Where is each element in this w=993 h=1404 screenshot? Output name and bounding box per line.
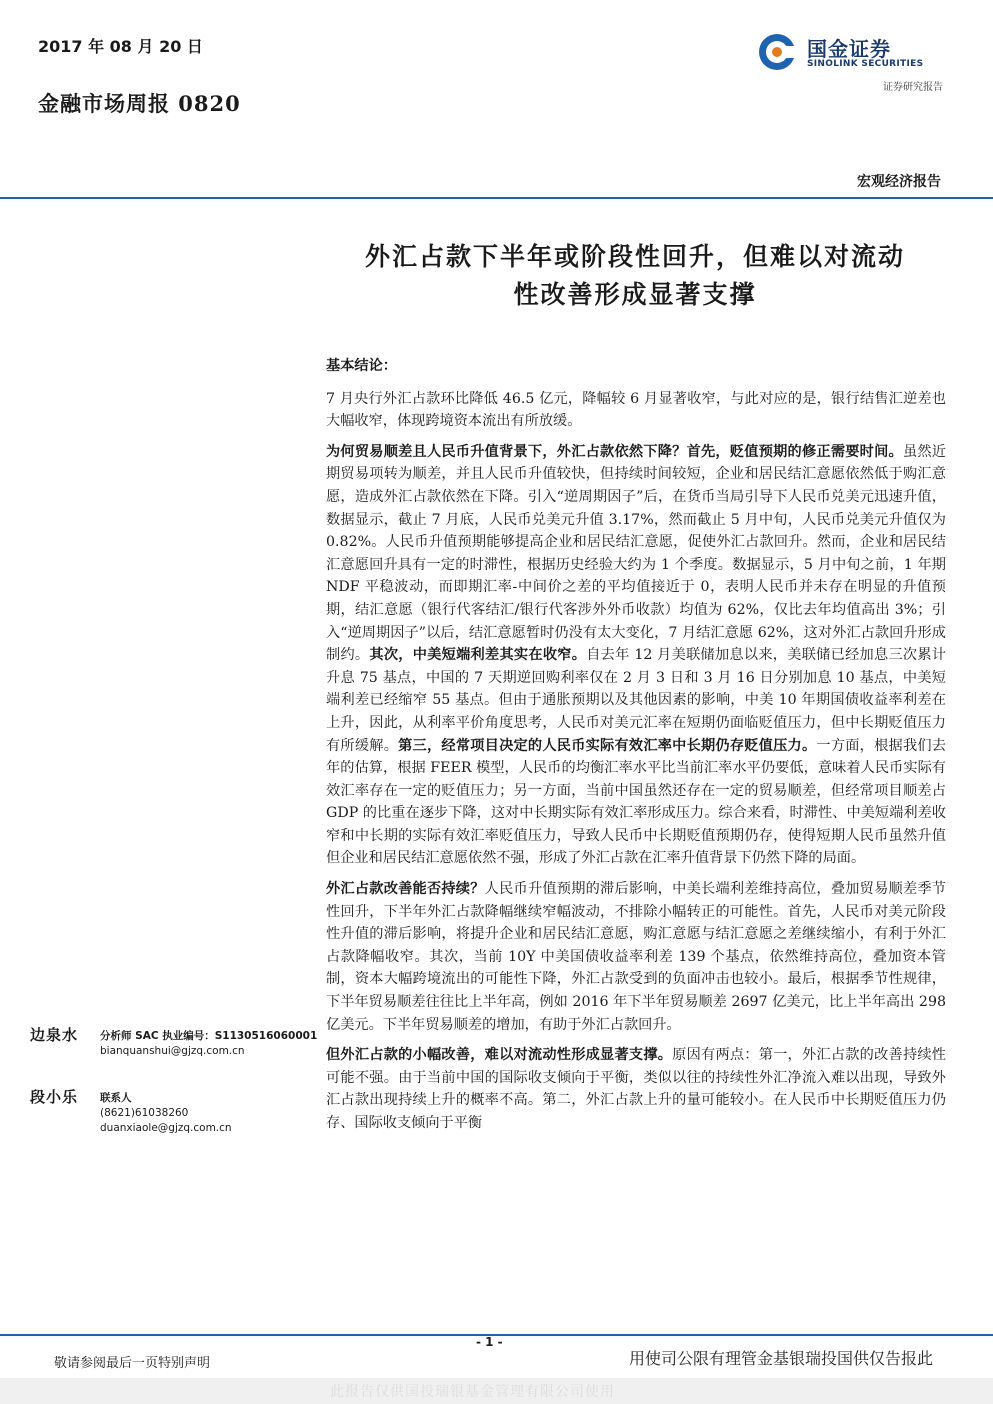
- report-date: 2017 年 08 月 20 日: [38, 37, 203, 56]
- analyst-name: 边泉水: [30, 1026, 79, 1044]
- logo-chinese-name: 国金证券: [807, 37, 891, 61]
- company-logo: [757, 30, 947, 78]
- bold-lead: 外汇占款改善能否持续？: [326, 881, 485, 898]
- analyst-card: [30, 1086, 320, 1134]
- header-divider: [0, 197, 993, 199]
- headline-line-2: 性改善形成显著支撑: [513, 280, 757, 309]
- analyst-role: 分析师 SAC 执业编号：S1130516060001: [100, 1030, 318, 1042]
- paragraph-analysis: [326, 441, 946, 870]
- analyst-card: [30, 1024, 320, 1072]
- logo-english-name: SINOLINK SECURITIES: [807, 59, 924, 69]
- bold-lead: 但外汇占款的小幅改善，难以对流动性形成显著支撑。: [326, 1047, 673, 1064]
- bold-lead: 为何贸易顺差且人民币升值背景下，外汇占款依然下降？首先，贬值预期的修正需要时间。: [326, 443, 903, 460]
- report-headline: [300, 238, 970, 314]
- paragraph-summary: 7 月央行外汇占款环比降低 46.5 亿元，降幅较 6 月显著收窄，与此对应的是，银行结售汇逆差也大幅收窄，体现跨境资本流出有所放缓。: [326, 390, 946, 430]
- analyst-info: [100, 1029, 317, 1059]
- analyst-email[interactable]: bianquanshui@gjzq.com.cn: [100, 1045, 245, 1057]
- bold-lead: 其次，中美短端利差其实在收窄。: [369, 647, 587, 664]
- section-heading: 基本结论：: [326, 358, 397, 374]
- watermark-text: 此报告仅供国投瑞银基金管理有限公司使用: [330, 1384, 615, 1400]
- paragraph-text: 人民币升值预期的滞后影响，中美长端利差维持高位，叠加贸易顺差季节性回升，下半年外汇占款降幅继续窄幅波动，不排除小幅转正的可能性。首先，人民币对美元阶段性升值的滞后影响，将提升企业和居民结汇意愿，购汇意愿与结汇意愿之差继续缩小，有利于外汇占款降幅收窄。其次，当前 10Y 中美国债收益率利差 139 个基点，依然维持高位，叠加资本管制，资本大幅跨境流出的可能性下降，外汇占款受到的负面冲击也较小。最后，根据季节性规律，下半年贸易顺差往往比上半年高，例如 2016 年下半年贸易顺差 2697 亿美元，比上半年高出 298 亿美元。下半年贸易顺差的增加，有助于外汇占款回升。: [326, 881, 946, 1033]
- bold-lead: 第三，经常项目决定的人民币实际有效汇率中长期仍存贬值压力。: [398, 737, 817, 754]
- research-label: 证券研究报告: [883, 82, 943, 93]
- analyst-role: 联系人: [100, 1092, 132, 1104]
- paragraph-text: 自去年 12 月美联储加息以来，美联储已经加息三次累计升息 75 基点，中国的 7 天期逆回购利率仅在 2 月 3 日和 3 月 16 日分别加息 10 基点，中美短端利差已经缩窄 55 基点。但由于通胀预期以及其他因素的影响，中美 10 年期国债收益率利差在上升，因此，从利率平价角度思考，人民币对美元汇率在短期仍面临贬值压力，但中长期贬值压力有所缓解。: [326, 647, 946, 754]
- analyst-name: 段小乐: [30, 1088, 79, 1106]
- paragraph-outlook: [326, 878, 946, 1036]
- paragraph-liquidity: [326, 1044, 946, 1134]
- footer-mirrored-text: 用使司公限有理管金基银瑞投国供仅告报此: [628, 1349, 933, 1368]
- report-series-title: 金融市场周报 0820: [38, 91, 241, 116]
- analyst-email[interactable]: duanxiaole@gjzq.com.cn: [100, 1122, 232, 1134]
- page-number: - 1 -: [476, 1335, 503, 1349]
- paragraph-text: 虽然近期贸易项转为顺差，并且人民币升值较快，但持续时间较短，企业和居民结汇意愿依然低于购汇意愿，造成外汇占款依然在下降。引入“逆周期因子”后，在货币当局引导下人民币兑美元迅速升值，数据显示，截止 7 月底，人民币兑美元升值 3.17%，然而截止 5 月中旬，人民币兑美元升值仅为 0.82%。人民币升值预期能够提高企业和居民结汇意愿，促使外汇占款回升。然而，企业和居民结汇意愿回升具有一定的时滞性，根据历史经验大约为 1 个季度。数据显示，5 月中旬之前，1 年期 NDF 平稳波动，而即期汇率-中间价之差的平均值接近于 0，表明人民币并未存在明显的升值预期，结汇意愿（银行代客结汇/银行代客涉外外币收款）均值为 62%，仅比去年均值高出 3%；引入“逆周期因子”以后，结汇意愿暂时仍没有太大变化，7 月结汇意愿 62%，这对外汇占款回升形成制约。: [326, 443, 946, 664]
- analyst-info: [100, 1091, 232, 1136]
- analyst-phone: (8621)61038260: [100, 1107, 189, 1119]
- analyst-sidebar: [30, 1024, 320, 1148]
- paragraph-text: 一方面，根据我们去年的估算，根据 FEER 模型，人民币的均衡汇率水平比当前汇率水平仍要低，意味着人民币实际有效汇率存在一定的贬值压力；另一方面，当前中国虽然还存在一定的贸易顺差，但经常项目顺差占 GDP 的比重在逐步下降，这对中长期实际有效汇率形成压力。综合来看，时滞性、中美短端利差收窄和中长期的实际有效汇率贬值压力，导致人民币中长期贬值预期仍存，使得短期人民币虽然升值但企业和居民结汇意愿依然不强，形成了外汇占款在汇率升值背景下仍然下降的局面。: [326, 737, 946, 867]
- paragraph-text: 原因有两点：第一，外汇占款的改善持续性可能不强。由于当前中国的国际收支倾向于平衡，类似以往的持续性外汇净流入难以出现，导致外汇占款出现持续上升的概率不高。第二，外汇占款上升的量可能较小。在人民币中长期贬值压力仍存、国际收支倾向于平衡: [326, 1047, 946, 1131]
- report-category: 宏观经济报告: [857, 174, 941, 190]
- report-body: [326, 355, 946, 1143]
- disclaimer-notice: 敬请参阅最后一页特别声明: [54, 1356, 211, 1371]
- headline-line-1: 外汇占款下半年或阶段性回升，但难以对流动: [364, 242, 905, 271]
- sinolink-logo-icon: [757, 32, 797, 72]
